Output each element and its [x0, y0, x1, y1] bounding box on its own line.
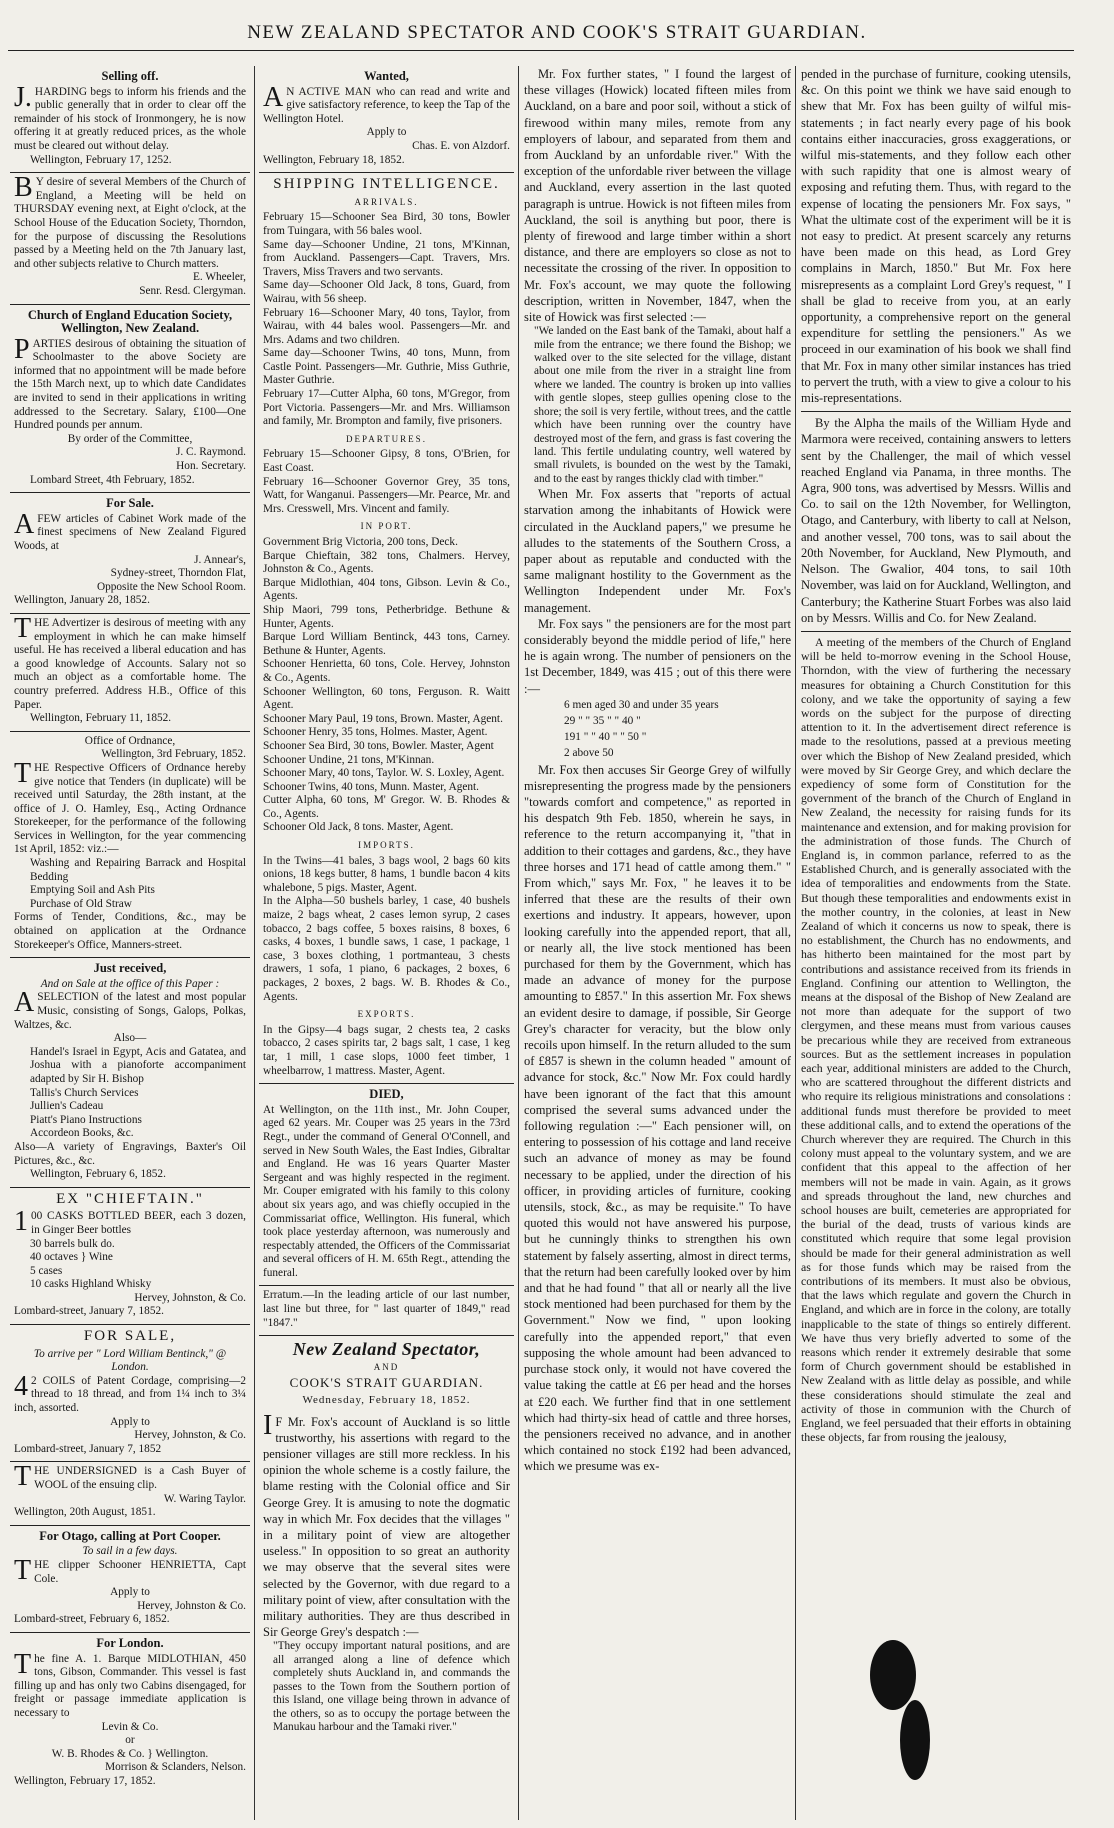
arrival-entry: February 17—Cutter Alpha, 60 tons, M'Gregor, from Port Victoria. Passengers—Mr. and Mrs. Williamson and family, Mr. Brompton and family, five prisoners. [263, 388, 510, 428]
editorial-paragraph: Mr. Fox then accuses Sir George Grey of wilfully misrepresenting the progress made by the pensioners "towards comfort and competence," as reported in his despatch 9th Feb. 1850, wherein he says, in reference to the return accompanying it, "that in addition to their cottages and gardens, &c., they have three horses and 171 head of cattle among them." " From which," says Mr. Fox, " he leaves it to be inferred that these are the results of their own exertions and industry. It appears, however, upon looking carefully into the appended report, that all, or nearly all, the live stock mentioned has been purchased for them by the Government, which has made an advance of money for the purpose amounting to £857." In this assertion Mr. Fox shews an evident desire to damage, if possible, Sir George Grey's character for veracity, but the blow only recoils upon himself. In the return alluded to the sum of £857 is shewn in the column headed " amount of advance for stock, &c." Now Mr. Fox could hardly have been ignorant of the fact that this amount comprised the several sums advanced under the following regulation :—" Each pensioner will, on entering to possession of his cottage and land receive such an advance of money as may be found necessary to be applied, under the direction of his officer, in providing articles of furniture, cooking utensils, stock, &c., as may be requisite." To have quoted this would not have answered his purpose, but he cunningly thinks to strengthen his own statement by falsely asserting, almost in direct terms, that the return had been carefully looked over by him and that he had found " that all or nearly all the live stock mentioned had been purchased for them by the Government." Now we find, " upon looking carefully into the appended report," that even supposing the whole amount had been advanced to purchase stock only, it would not have covered the value taking the cattle at £6 per head and the horses at £20 each. We further find that in one settlement which had thirty-six head of cattle and three horses, the pensioners received no advance, and in another which contained no stock £192 had been advanced, which we presume was ex- [524, 762, 791, 1474]
arrival-entry: February 15—Schooner Sea Bird, 30 tons, Bowler from Tuingara, with 56 bales wool. [263, 211, 510, 237]
ad-list-item: Emptying Soil and Ash Pits [30, 884, 155, 897]
ad-title: Just received, [93, 961, 167, 976]
ad-apply: Apply to [110, 1415, 150, 1428]
ad-date: Lombard Street, 4th February, 1852. [30, 473, 195, 486]
death-notice [259, 1084, 514, 1286]
arrivals-heading: ARRIVALS. [354, 196, 419, 207]
departure-entry: February 16—Schooner Governor Grey, 35 tons, Watt, for Wanganui. Passengers—Mr. Pearce, Mr. and Mrs. Cresswell, Mrs. Vincent and family. [263, 475, 510, 515]
ad-order: By order of the Committee, [67, 432, 193, 445]
inport-entry: Barque Midlothian, 404 tons, Gibson. Levin & Co., Agents. [263, 576, 510, 603]
import-entry: In the Twins—41 bales, 3 bags wool, 2 bags 60 kits onions, 18 kegs butter, 8 hams, 1 bundle bacon 4 kits whalebone, 5 pigs. Master, Agent. [263, 854, 510, 894]
ad-date: Wellington, 20th August, 1851. [14, 1506, 156, 1519]
editorial-paragraph: Mr. Fox further states, " I found the largest of these villages (Howick) located fifteen miles from Auckland, on a bare and poor soil, without a stick of firewood within many miles, remote from any employers of labour, and separated from them and from Auckland by an unfordable river." With the exception of the unfordable river between the village and Auckland, every assertion in the last quoted paragraph is untrue. Howick is not fifteen miles from Auckland, the soil is anything but poor, there is plenty of firewood and large timber within a short distance, and there are employers so close as not to necessitate the crossing of the river. In opposition to Mr. Fox's account, we may quote the following description, written in November, 1847, when the site of Howick was first selected :— [524, 67, 791, 325]
ad-cordage [10, 1325, 250, 1462]
ink-blot [900, 1700, 930, 1780]
ad-subtitle: And on Sale at the office of this Paper : [40, 977, 220, 990]
ad-signature: Hervey, Johnston, & Co. [134, 1291, 246, 1304]
ad-date: Lombard-street, January 7, 1852 [14, 1442, 162, 1455]
ad-body: The fine A. 1. Barque MIDLOTHIAN, 450 tons, Gibson, Commander. This vessel is fast filling up and has only two Cabins disengaged, for freight or passage immediate application is necessary to [14, 1648, 246, 1719]
export-entry: In the Gipsy—4 bags sugar, 2 chests tea, 2 casks tobacco, 2 cases spirits tar, 2 bags salt, 1 case, 1 keg tar, 1 mill, 1 case slops, 1000 feet timber, 1 wheelbarrow, 1 mattress. Master, Agent. [263, 1023, 510, 1077]
erratum-body: Erratum.—In the leading article of our last number, last line but three, for " last quarter of 1849," read "1847." [263, 1289, 510, 1329]
editorial-paragraph: When Mr. Fox asserts that "reports of actual starvation among the inhabitants of Howick were circulated in the Auckland papers," we presume he alludes to the statements of the Southern Cross, a paper about as reputable and conducted with the same malignant hostility to the Government as the Wellington Independent under Mr. Fox's management. [524, 487, 791, 615]
ad-church-meeting [10, 173, 250, 304]
ad-signature: Levin & Co. [101, 1720, 159, 1733]
pensioner-row: 2 above 50 [564, 747, 614, 760]
column-rule [254, 66, 255, 1820]
ad-body: 42 COILS of Patent Cordage, comprising—2 thread to 18 thread, and from 1¼ inch to 3¼ inch, assorted. [14, 1370, 246, 1415]
inport-entry: Schooner Mary, 40 tons, Taylor. W. S. Loxley, Agent. [263, 767, 505, 780]
inport-entry: Schooner Wellington, 60 tons, Ferguson. R. Waitt Agent. [263, 685, 510, 712]
pensioner-row: 6 men aged 30 and under 35 years [564, 698, 719, 711]
ad-body: AFEW articles of Cabinet Work made of the finest specimens of New Zealand Figured Woods, at [14, 508, 246, 552]
ad-body: AN ACTIVE MAN who can read and write and give satisfactory reference, to keep the Tap of the Wellington Hotel. [263, 81, 510, 125]
ad-body: THE Advertizer is desirous of meeting with any employment in which he can make himself useful. He has received a liberal education and has a good knowledge of Accounts. Salary not so much an object as a comfortable home. The country preferred. Address H.B., Office of this Paper. [14, 612, 246, 711]
ink-blot [870, 1640, 916, 1710]
arrival-entry: February 16—Schooner Mary, 40 tons, Taylor, from Wairau, with 44 bales wool. Passengers—Mr. and Mrs. Adams and two children. [263, 306, 510, 346]
exports-heading: EXPORTS. [357, 1009, 416, 1020]
pensioner-row: 29 " " 35 " " 40 " [564, 714, 641, 727]
ad-list-item: 5 cases [30, 1264, 63, 1277]
ad-title: Wanted, [364, 69, 409, 83]
ad-date: Lombard-street, February 6, 1852. [14, 1613, 170, 1626]
ad-signature: Hervey, Johnston, & Co. [134, 1429, 246, 1442]
editorial-paragraph: Mr. Fox says " the pensioners are for the most part considerably beyond the middle period of life," here he is again wrong. The number of pensioners on the 1st December, 1849, was 415 ; out of this there were :— [524, 616, 791, 696]
ad-date: Lombard-street, January 7, 1852. [14, 1305, 164, 1318]
ad-apply: Apply to [366, 126, 407, 139]
ad-apply: Apply to [110, 1586, 150, 1599]
ad-body: 100 CASKS BOTTLED BEER, each 3 dozen, in Ginger Beer bottles [14, 1206, 246, 1238]
ad-date: Wellington, February 11, 1852. [30, 712, 172, 725]
editorial-fox-continued [801, 66, 1071, 412]
ad-list-item: Jullien's Cadeau [30, 1100, 104, 1113]
inport-entry: Schooner Mary Paul, 19 tons, Brown. Master, Agent. [263, 712, 503, 725]
ad-body: THE UNDERSIGNED is a Cash Buyer of WOOL of the ensuing clip. [14, 1461, 246, 1493]
ad-date: Wellington, February 18, 1852. [263, 153, 405, 166]
ad-body: THE Respective Officers of Ordnance hereby give notice that Tenders (in duplicate) will be received until Saturday, the 28th instant, at the office of J. O. Hamley, Esq., Acting Ordnance Storekeeper, for the performance of the following Services in Wellington, for the year commencing 1st April, 1852: viz.:— [14, 757, 246, 856]
ad-advertizer [10, 614, 250, 732]
departure-entry: February 15—Schooner Gipsy, 8 tons, O'Brien, for East Coast. [263, 448, 510, 475]
ad-list-item: Tallis's Church Services [30, 1086, 139, 1099]
inport-entry: Schooner Henrietta, 60 tons, Cole. Hervey, Johnston & Co., Agents. [263, 658, 510, 684]
ad-date: Wellington, February 17, 1252. [30, 153, 172, 166]
ad-selling-off [10, 66, 250, 173]
news-paragraph: By the Alpha the mails of the William Hyde and Marmora were received, containing answers to letters sent by the Challenger, the mail of which vessel reached England via Panama, in three months. The Agra, 900 tons, was advertised by Messrs. Willis and Co. to sail on the 12th November, for Wellington, Otago, and Canterbury, with liberty to call at Nelson, and another vessel, 700 tons, was to sail about the 20th November, for Auckland, New Plymouth, and Nelson. The Gwalior, 404 tons, to sail 10th November, was laid on for Auckland, Wellington, and Canterbury; the Katherine Stuart Forbes was also laid on by Messrs. Willis and Co. for New Zealand. [801, 416, 1071, 625]
editorial-quote: "We landed on the East bank of the Tamaki, about half a mile from the entrance; we there found the Bishop; we walked over to the site selected for the village, distant about one mile from the river in a straight line from where we landed. The country is broken up into vallies with gentle slopes, steep gullies opening close to the shore; the soil is very fertile, without trees, and the cattle which have been running over the country have destroyed most of the fern, and grass is fast covering the land. This fertile undulating country, well watered by small rivulets, is bounded on the west by the Tamaki, and to the east by ranges thickly clad with timber." [534, 325, 791, 485]
column-rule [795, 66, 796, 1820]
ad-otago [10, 1526, 250, 1633]
ad-list-item: 40 octaves } Wine [30, 1251, 113, 1264]
ad-date: Wellington, February 6, 1852. [30, 1168, 166, 1181]
ad-body: THE clipper Schooner HENRIETTA, Capt Cole. [14, 1554, 246, 1586]
ad-wool-buyer [10, 1462, 250, 1525]
ad-signature: W. Waring Taylor. [163, 1492, 246, 1505]
ad-date: Wellington, January 28, 1852. [14, 594, 150, 607]
paper-title: New Zealand Spectator, [292, 1339, 481, 1360]
inport-entry: Government Brig Victoria, 200 tons, Deck. [263, 536, 458, 548]
mails-news [801, 412, 1071, 632]
ad-signature: W. B. Rhodes & Co. } Wellington. [51, 1747, 209, 1760]
ad-list-item: Accordeon Books, &c. [30, 1127, 134, 1140]
paper-subtitle: COOK'S STRAIT GUARDIAN. [289, 1375, 484, 1391]
import-entry: In the Alpha—50 bushels barley, 1 case, 40 bushels maize, 2 bags wheat, 2 cases lemon syrup, 2 cases tobacco, 2 bags coffee, 5 boxes raisins, 8 boxes, 6 casks, 4 boxes, 1 bundle saws, 1 case, 1 package, 1 case, 3 boxes clothing, 1 portmanteau, 3 chests drawers, 1 sofa, 1 piano, 6 packages, 2 boxes, 6 packages, 2 boxes, 2 bags. W. B. Rhodes & Co., Agents. [263, 895, 510, 1003]
column-shipping [259, 66, 514, 1822]
ad-list-item: 30 barrels bulk do. [30, 1237, 115, 1250]
ad-list-item: Handel's Israel in Egypt, Acis and Gatatea, and Joshua with a pianoforte accompaniment adapted by Sir H. Bishop [30, 1045, 246, 1085]
ad-subtitle: To sail in a few days. [82, 1545, 178, 1558]
ad-title: EX "CHIEFTAIN." [56, 1190, 204, 1207]
inport-entry: Barque Lord William Bentinck, 443 tons, Carney. Bethune & Hunter, Agents. [263, 631, 510, 657]
ad-signature: or [125, 1734, 135, 1747]
column-rule [518, 66, 519, 1820]
masthead-rule [8, 50, 1074, 51]
church-meeting-article [801, 632, 1071, 1445]
ad-body: PARTIES desirous of obtaining the situation of Schoolmaster to the above Society are informed that no appointment will be made before the 15th March next, up to which date Candidates are invited to send in their applications in writing addressed to the Secretary. Salary, £100—One Hundred pounds per annum. [14, 333, 246, 432]
ad-title: FOR SALE, [83, 1328, 177, 1345]
ad-wanted [259, 66, 514, 173]
inport-entry: Ship Maori, 799 tons, Petherbridge. Bethune & Hunter, Agents. [263, 603, 510, 630]
shipping-intelligence [259, 173, 514, 1084]
ad-heading: Wellington, 3rd February, 1852. [101, 748, 246, 761]
ad-title: Church of England Education Society, Wellington, New Zealand. [27, 307, 233, 336]
inport-entry: Schooner Old Jack, 8 tons. Master, Agent. [263, 821, 454, 834]
ad-london [10, 1633, 250, 1794]
ad-body: J.HARDING begs to inform his friends and the public generally that in order to clear off the remainder of his stock of Ironmongery, he is now offering it at greatly reduced prices, as the whole must be cleared out without delay. [14, 81, 246, 152]
ad-signature: Opposite the New School Room. [96, 580, 246, 593]
paper-and: AND [373, 1361, 400, 1372]
shipping-title: SHIPPING INTELLIGENCE. [273, 176, 500, 193]
editorial-paragraph: pended in the purchase of furniture, cooking utensils, &c. On this point we think we have said enough to shew that Mr. Fox has been guilty of wilful mis-statements ; in fact nearly every page of his book contains either inaccuracies, gross exaggerations, or wilful mis-statements, and they follow each other with such rapidity that one is almost weary of exposing and refuting them. Thus, with regard to the expense of locating the pensioners Mr. Fox says, " What the ultimate cost of the experiment will be it is not easy to predict. At present scarcely any returns have been made on this head, as Lord Grey complains in March, 1850." But Mr. Fox here misrepresents as a complaint Lord Grey's request, " I shall be glad to receive from you, at an early opportunity, a comprehensive report on the general expenditure for settling the pensioners." As we proceed in our examination of his book we shall find that Mr. Fox in many other similar instances has tried to pervert the truth, with a view to give a colour to his mis-representations. [801, 67, 1071, 406]
ad-also: Also— [113, 1032, 147, 1045]
news-paragraph: A meeting of the members of the Church of England will be held to-morrow evening in the School House, Thorndon, with the view of furthering the necessary measures for obtaining a Church Constitution for this colony, and we take the opportunity of saying a few words on the subject for the purpose of directing attention to it. In the advertisement direct reference is made to the resolutions, passed at a previous meeting over which the Bishop of New Zealand presided, which were moved by Sir George Grey, and which declare the expediency of some form of Constitution for the government of the branch of the Church of England in New Zealand, the necessity for raising funds for its maintenance and extension, and for making provision for the administration of those funds. The Church of England is, in common parlance, referred to as the Established Church, and is generally associated with the idea of temporalities and endowments from the State. But though these temporalities and endowments exist in the mother country, in the colonies, at least in New Zealand of which it concerns us now to speak, there is no establishment, the Church has no endowments, and has hitherto been maintained for the most part by contributions and assistance received from its friends in England. Confining our attention to Wellington, the means at the disposal of the Bishop of New Zealand are not more than adequate for the support of two clergymen, and these means must from various causes be precarious while they are received from extraneous sources. But as the settlement increases in population each year, additional ministers are added to the Church, who are scattered throughout the different districts and who require its religious ministrations and consolations : additional funds must therefore be provided to meet these additional calls, and to extend the operations of the Church wherever they are required. The Church in this colony must appeal to the voluntary system, and we are confident that this appeal to the affection of her members will not be made in vain. Again, as it grows and spreads throughout the land, new churches and school houses are built, cemeteries are appropriated for the burial of the dead, trusts of various kinds are constituted which require that some legal provision should be made for their general administration as well as for those funds which may be raised from the contributions of its members. It must also be obvious, that the laws which regulate and govern the Church in England, and which are in force in the colony, are totally inapplicable to the state of things so entirely different. We have thus very briefly adverted to some of the reasons which render it extremely desirable that some form of Church government should be established in New Zealand with as little delay as possible, and while these considerations should stimulate the zeal and activity of those in communion with the Church of England, we feel persuaded that their efforts in obtaining these objects, far from rousing the jealousy, [801, 634, 1071, 1445]
arrival-entry: Same day—Schooner Old Jack, 8 tons, Guard, from Wairau, with 56 sheep. [263, 279, 510, 305]
lead-paragraph: IF Mr. Fox's account of Auckland is so little trustworthy, his assertions with regard to the pensioner villages are still more reckless. In his opinion the whole scheme is a costly failure, the blame resting with the Colonial office and Sir George Grey. It is amusing to note the dogmatic way in which Mr. Fox decides that the villages " in a military point of view are altogether useless." In opposition to so great an authority we may observe that the several sites were selected by the Governor, with due regard to a military point of view, after consultation with the military authorities. They are thus described in Sir George Grey's despatch :— [263, 1409, 510, 1640]
column-advertisements [10, 66, 250, 1822]
died-heading: DIED, [369, 1087, 404, 1102]
inport-entry: Barque Chieftain, 382 tons, Chalmers. Hervey, Johnston & Co., Agents. [263, 549, 510, 576]
ad-title: Selling off. [101, 69, 159, 83]
ad-list-item: Purchase of Old Straw [30, 897, 132, 910]
pensioner-row: 191 " " 40 " " 50 " [564, 731, 647, 744]
died-body: At Wellington, on the 11th inst., Mr. John Couper, aged 62 years. Mr. Couper was 25 years in the 73rd Regt., under the command of General O'Connell, and served in New South Wales, the East Indies, Gibraltar and England. He was 16 years Quarter Master Sergeant and was highly respected in the regiment. Mr. Couper emigrated with his family to this colony about six years ago, and was chiefly occupied in the Commissariat office, Wellington. His funeral, which took place yesterday afternoon, was numerously and respectably attended, the Officers of the Commissariat and several officers of H. M. 65th Regt., attending the funeral. [263, 1103, 510, 1279]
ad-signature: J. Annear's, [194, 553, 246, 566]
ad-list-item: Piatt's Piano Instructions [30, 1113, 142, 1126]
column-editorial-right [801, 66, 1071, 1822]
ad-signature: Hervey, Johnston & Co. [137, 1599, 246, 1612]
ad-subtitle: To arrive per " Lord William Bentinck," @ London. [33, 1347, 227, 1374]
inport-heading: IN PORT. [360, 521, 413, 532]
ad-title: For London. [96, 1635, 164, 1650]
ad-chieftain [10, 1188, 250, 1325]
ad-list-item: Washing and Repairing Barrack and Hospital Bedding [30, 857, 246, 883]
ad-signature: Senr. Resd. Clergyman. [139, 284, 246, 297]
ad-body: BY desire of several Members of the Church of England, a Meeting will be held on THURSDAY evening next, at Eight o'clock, at the School House of the Education Society, Thorndon, for the purpose of discussing the Resolutions passed by a Meeting held on the 7th January last, and other subjects relative to Church matters. [14, 172, 246, 270]
inport-entry: Schooner Undine, 21 tons, M'Kinnan. [263, 753, 435, 766]
ad-title: For Sale. [106, 496, 154, 511]
ad-for-sale-cabinet [10, 493, 250, 614]
imports-heading: IMPORTS. [358, 840, 415, 851]
ad-music [10, 958, 250, 1188]
inport-entry: Cutter Alpha, 60 tons, M' Gregor. W. B. Rhodes & Co., Agents. [263, 794, 510, 820]
paper-date: Wednesday, February 18, 1852. [302, 1394, 471, 1407]
ad-signature: Hon. Secretary. [176, 460, 246, 473]
ad-body: ASELECTION of the latest and most popular Music, consisting of Songs, Galops, Polkas, Waltzes, &c. [14, 987, 246, 1031]
inport-entry: Schooner Sea Bird, 30 tons, Bowler. Master, Agent [263, 739, 494, 752]
ad-signature: Sydney-street, Thorndon Flat, [110, 567, 246, 580]
lead-quote: "They occupy important natural positions, and are all arranged along a line of defence which completely shuts Auckland in, and commands the passes to the Town from the Southern portion of this Island, one village being thrown in advance of the others, so as to occupy the portage between the Manukau harbour and the Tamaki river." [273, 1640, 510, 1733]
departures-heading: DEPARTURES. [346, 433, 427, 444]
masthead: NEW ZEALAND SPECTATOR AND COOK'S STRAIT GUARDIAN. [247, 22, 867, 43]
ad-education-society [10, 305, 250, 494]
ad-date: Wellington, February 17, 1852. [14, 1774, 156, 1787]
inport-entry: Schooner Henry, 35 tons, Holmes. Master, Agent. [263, 726, 488, 739]
ad-footnote: Forms of Tender, Conditions, &c., may be obtained on application at the Ordnance Storekeeper's Office, Manners-street. [14, 911, 246, 951]
ad-signature: Morrison & Sclanders, Nelson. [105, 1761, 246, 1774]
arrival-entry: Same day—Schooner Twins, 40 tons, Munn, from Castle Point. Passengers—Mr. Guthrie, Miss Guthrie, Master Guthrie. [263, 347, 510, 387]
ad-signature: Chas. E. von Alzdorf. [412, 139, 510, 152]
ad-ordnance [10, 732, 250, 959]
ad-heading: Office of Ordnance, [84, 734, 176, 747]
column-editorial [524, 66, 791, 1822]
ad-title: For Otago, calling at Port Cooper. [39, 1528, 221, 1543]
editorial-lead [259, 1336, 514, 1739]
ad-signature: E. Wheeler, [193, 271, 246, 284]
erratum-notice [259, 1286, 514, 1336]
ad-also-line: Also—A variety of Engravings, Baxter's Oil Pictures, &c., &c. [14, 1140, 246, 1167]
inport-entry: Schooner Twins, 40 tons, Munn. Master, Agent. [263, 780, 480, 793]
ad-signature: J. C. Raymond. [176, 446, 246, 459]
arrival-entry: Same day—Schooner Undine, 21 tons, M'Kinnan, from Auckland. Passengers—Capt. Travers, Mrs. Travers, Miss Travers and two servants. [263, 238, 510, 278]
ad-list-item: 10 casks Highland Whisky [30, 1278, 152, 1291]
